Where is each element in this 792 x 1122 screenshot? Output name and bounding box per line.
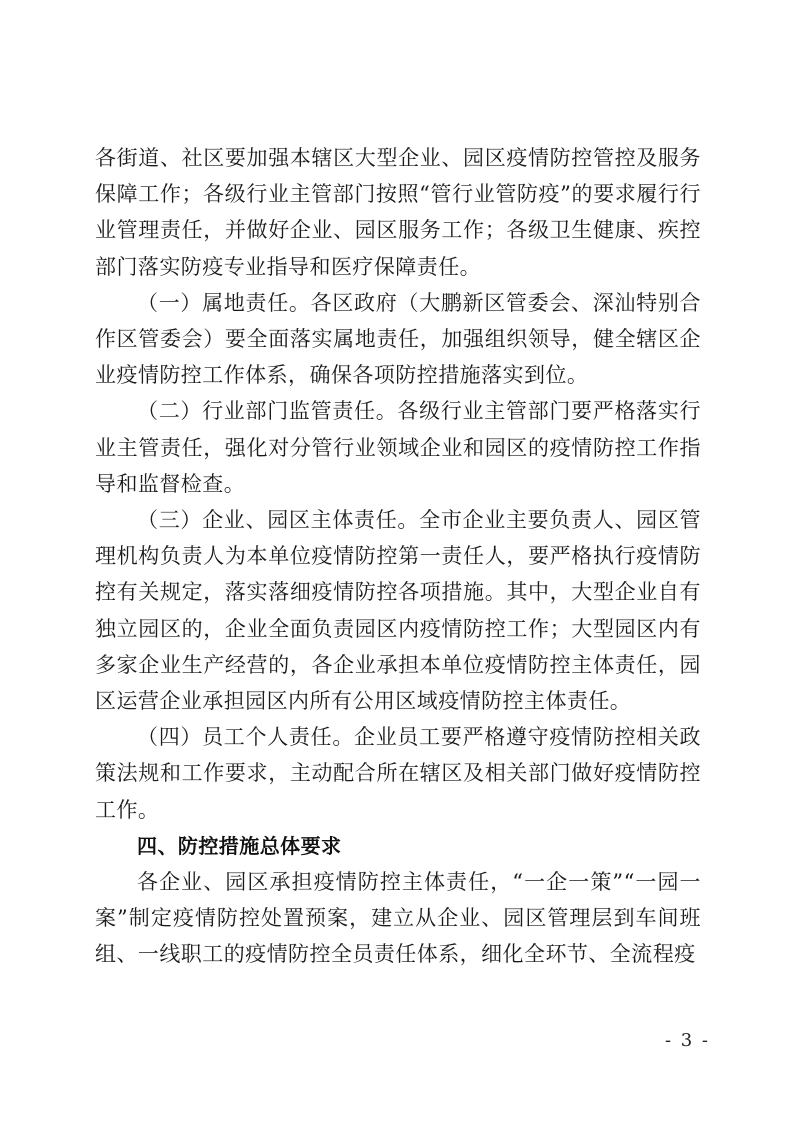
paragraph-continuation: 各街道、社区要加强本辖区大型企业、园区疫情防控管控及服务保障工作；各级行业主管部门按照“管行业管防疫”的要求履行行业管理责任，并做好企业、园区服务工作；各级卫生健康、疾控部门落实防疫专业指导和医疗保障责任。 bbox=[95, 146, 701, 279]
paragraph-enterprise-responsibility: （三）企业、园区主体责任。全市企业主要负责人、园区管理机构负责人为本单位疫情防控第一责任人，要严格执行疫情防控有关规定，落实落细疫情防控各项措施。其中，大型企业自有独立园区的，企业全面负责园区内疫情防控工作；大型园区内有多家企业生产经营的，各企业承担本单位疫情防控主体责任，园区运营企业承担园区内所有公用区域疫情防控主体责任。 bbox=[95, 508, 701, 714]
paragraph-employee-responsibility: （四）员工个人责任。企业员工要严格遵守疫情防控相关政策法规和工作要求，主动配合所在辖区及相关部门做好疫情防控工作。 bbox=[95, 725, 701, 822]
paragraph-industry-supervision: （二）行业部门监管责任。各级行业主管部门要严格落实行业主管责任，强化对分管行业领域企业和园区的疫情防控工作指导和监督检查。 bbox=[95, 399, 701, 496]
paragraph-general-requirements: 各企业、园区承担疫情防控主体责任，“一企一策”“一园一案”制定疫情防控处置预案，建立从企业、园区管理层到车间班组、一线职工的疫情防控全员责任体系，细化全环节、全流程疫 bbox=[95, 870, 701, 967]
page-number: - 3 - bbox=[664, 1030, 710, 1051]
body-text bbox=[95, 140, 701, 973]
section-heading: 四、防控措施总体要求 bbox=[137, 833, 342, 858]
paragraph-territorial-responsibility: （一）属地责任。各区政府（大鹏新区管委会、深汕特别合作区管委会）要全面落实属地责任，加强组织领导，健全辖区企业疫情防控工作体系，确保各项防控措施落实到位。 bbox=[95, 290, 701, 388]
